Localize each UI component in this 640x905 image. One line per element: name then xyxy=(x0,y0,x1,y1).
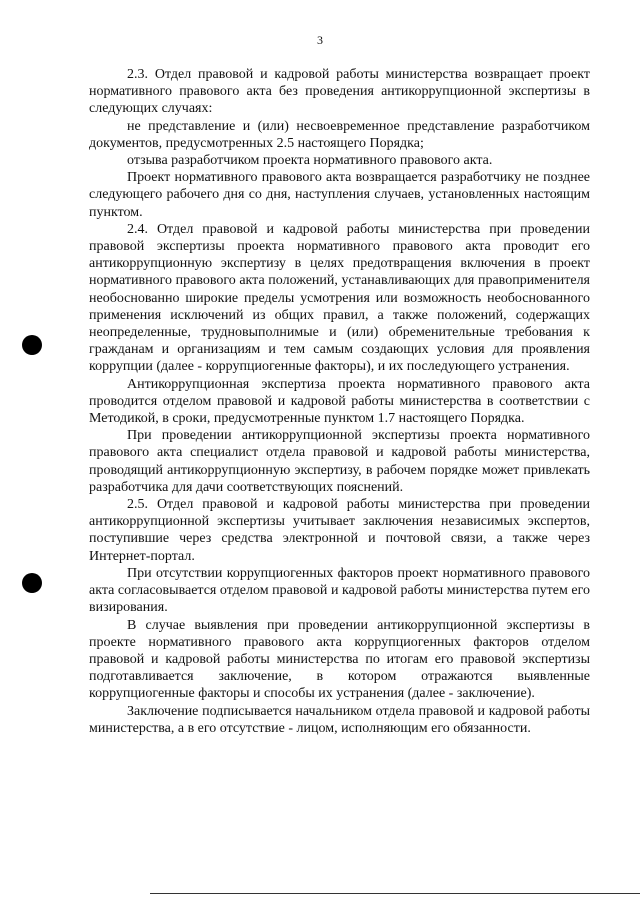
paragraph-2-4: 2.4. Отдел правовой и кадровой работы министерства при проведении правовой экспертизы проекта нормативного правового акта проводит его антикоррупционную экспертизу в целях предотвращения включения в проект нормативного правового акта положений, устанавливающих для правоприменителя необоснованно широкие пределы усмотрения или возможность необоснованного применения исключений из общих правил, а также положений, содержащих неопределенные, трудновыполнимые и (или) обременительные требования к гражданам и организациям и тем самым создающих условия для проявления коррупции (далее - коррупциогенные факторы), и их последующего устранения. xyxy=(89,221,590,375)
paragraph-expertise-conduct: Антикоррупционная экспертиза проекта нормативного правового акта проводится отделом правовой и кадровой работы министерства в соответствии с Методикой, в сроки, предусмотренные пунктом 1.7 настоящего Порядка. xyxy=(89,376,590,427)
page-bottom-edge xyxy=(150,893,640,894)
paragraph-conclusion-sign: Заключение подписывается начальником отдела правовой и кадровой работы министерства, а в его отсутствие - лицом, исполняющим его обязанности. xyxy=(89,703,590,736)
punch-hole xyxy=(22,335,42,355)
paragraph-case-1: не представление и (или) несвоевременное представление разработчиком документов, предусмотренных 2.5 настоящего Порядка; xyxy=(89,118,590,151)
paragraph-developer-involvement: При проведении антикоррупционной экспертизы проекта нормативного правового акта специалист отдела правовой и кадровой работы министерства, проводящий антикоррупционную экспертизу, в рабочем порядке может привлекать разработчика для дачи соответствующих пояснений. xyxy=(89,428,590,495)
paragraph-2-5: 2.5. Отдел правовой и кадровой работы министерства при проведении антикоррупционной экспертизы учитывает заключения независимых экспертов, поступившие через средства электронной и почтовой связи, а также через Интернет-портал. xyxy=(89,497,590,564)
document-body xyxy=(89,66,590,737)
paragraph-approval: При отсутствии коррупциогенных факторов проект нормативного правового акта согласовывается отделом правовой и кадровой работы министерства путем его визирования. xyxy=(89,565,590,616)
paragraph-2-3: 2.3. Отдел правовой и кадровой работы министерства возвращает проект нормативного правового акта без проведения антикоррупционной экспертизы в следующих случаях: xyxy=(89,67,590,117)
punch-hole xyxy=(22,573,42,593)
paragraph-return-term: Проект нормативного правового акта возвращается разработчику не позднее следующего рабочего дня со дня, наступления случаев, установленных настоящим пунктом. xyxy=(89,170,590,220)
paragraph-case-2: отзыва разработчиком проекта нормативного правового акта. xyxy=(127,153,493,169)
page-number: 3 xyxy=(317,33,323,47)
paragraph-conclusion-prep: В случае выявления при проведении антикоррупционной экспертизы в проекте нормативного правового акта коррупциогенных факторов отделом правовой и кадровой работы министерства по итогам его правовой экспертизы подготавливается заключение, в котором отражаются выявленные коррупциогенные факторы и способы их устранения (далее - заключение). xyxy=(89,617,590,702)
